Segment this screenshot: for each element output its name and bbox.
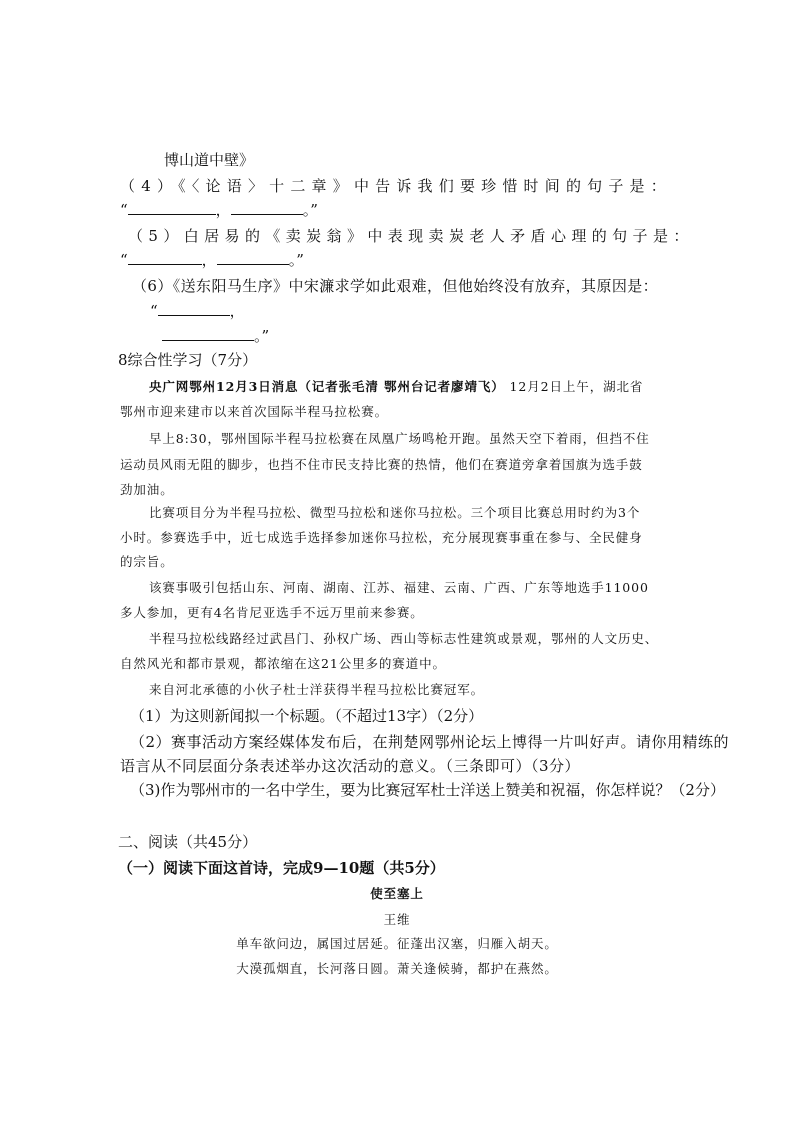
news-line: 自然风光和都市景观，都浓缩在这21公里多的赛道中。 bbox=[120, 656, 446, 671]
subquestion-1: （1）为这则新闻拟一个标题。（不超过13字）（2分） bbox=[130, 707, 484, 725]
question-4: （4）《〈论语〉十二章》中告诉我们要珍惜时间的句子是： bbox=[120, 177, 672, 195]
news-line: 来自河北承德的小伙子杜士洋获得半程马拉松比赛冠军。 bbox=[149, 682, 485, 697]
poem-title-fragment: 博山道中壁》 bbox=[164, 151, 255, 169]
section-2-heading: 二、阅读（共45分） bbox=[118, 833, 258, 851]
news-line: 的宗旨。 bbox=[120, 554, 174, 569]
subquestion-2: （2）赛事活动方案经媒体发布后，在荆楚网鄂州论坛上博得一片叫好声。请你用精练的 bbox=[130, 733, 730, 751]
news-line: 早上8:30，鄂州国际半程马拉松赛在凤凰广场鸣枪开跑。虽然天空下着雨，但挡不住 bbox=[149, 431, 650, 446]
answer-blank[interactable] bbox=[231, 200, 303, 215]
question-6-answer-line-2: 。” bbox=[162, 326, 269, 346]
news-line: 鄂州市迎来建市以来首次国际半程马拉松赛。 bbox=[120, 404, 389, 419]
subquestion-2-cont: 语言从不同层面分条表述举办这次活动的意义。（三条即可）（3分） bbox=[120, 757, 581, 775]
question-6: （6）《送东阳马生序》中宋濂求学如此艰难，但他始终没有放弃，其原因是： bbox=[132, 277, 659, 295]
news-line: 运动员风雨无阻的脚步，也挡不住市民支持比赛的热情，他们在赛道旁拿着国旗为选手鼓 bbox=[120, 457, 643, 472]
answer-blank[interactable] bbox=[128, 250, 202, 265]
question-4-answer-line: “ ， 。” bbox=[120, 201, 318, 219]
news-line: 小时。参赛选手中，近七成选手选择参加迷你马拉松，充分展现赛事重在参与、全民健身 bbox=[120, 530, 643, 545]
answer-blank[interactable] bbox=[217, 250, 289, 265]
question-6-answer-line-1: “ ， bbox=[150, 302, 245, 320]
news-line: 该赛事吸引包括山东、河南、湖南、江苏、福建、云南、广西、广东等地选手11000 bbox=[149, 580, 649, 595]
answer-blank[interactable] bbox=[162, 326, 254, 341]
news-line: 劲加油。 bbox=[120, 482, 174, 497]
question-5: （5）白居易的《卖炭翁》中表现卖炭老人矛盾心理的句子是： bbox=[128, 227, 694, 245]
answer-blank[interactable] bbox=[158, 301, 230, 316]
poem-line-2: 大漠孤烟直，长河落日圆。萧关逢候骑，都护在燕然。 bbox=[236, 961, 558, 976]
answer-blank[interactable] bbox=[128, 200, 216, 215]
question-5-answer-line: “ ， 。” bbox=[120, 251, 304, 269]
news-line: 多人参加，更有4名肯尼亚选手不远万里前来参赛。 bbox=[120, 605, 424, 620]
news-line: 半程马拉松线路经过武昌门、孙权广场、西山等标志性建筑或景观，鄂州的人文历史、 bbox=[149, 631, 659, 646]
section-8-heading: 8综合性学习（7分） bbox=[118, 351, 258, 369]
section-2-1-heading: （一）阅读下面这首诗，完成9—10题（共5分） bbox=[118, 859, 445, 877]
subquestion-3: （3)作为鄂州市的一名中学生，要为比赛冠军杜士洋送上赞美和祝福，你怎样说？（2分） bbox=[130, 781, 725, 799]
poem-line-1: 单车欲问边，属国过居延。征蓬出汉塞，归雁入胡天。 bbox=[236, 936, 558, 951]
news-line: 比赛项目分为半程马拉松、微型马拉松和迷你马拉松。三个项目比赛总用时约为3个 bbox=[149, 505, 641, 520]
poem-title: 使至塞上 bbox=[370, 886, 424, 901]
news-paragraph-1: 央广网鄂州12月3日消息（记者张毛清 鄂州台记者廖靖飞） 12月2日上午，湖北省 bbox=[149, 379, 644, 394]
poem-author: 王维 bbox=[383, 912, 411, 927]
